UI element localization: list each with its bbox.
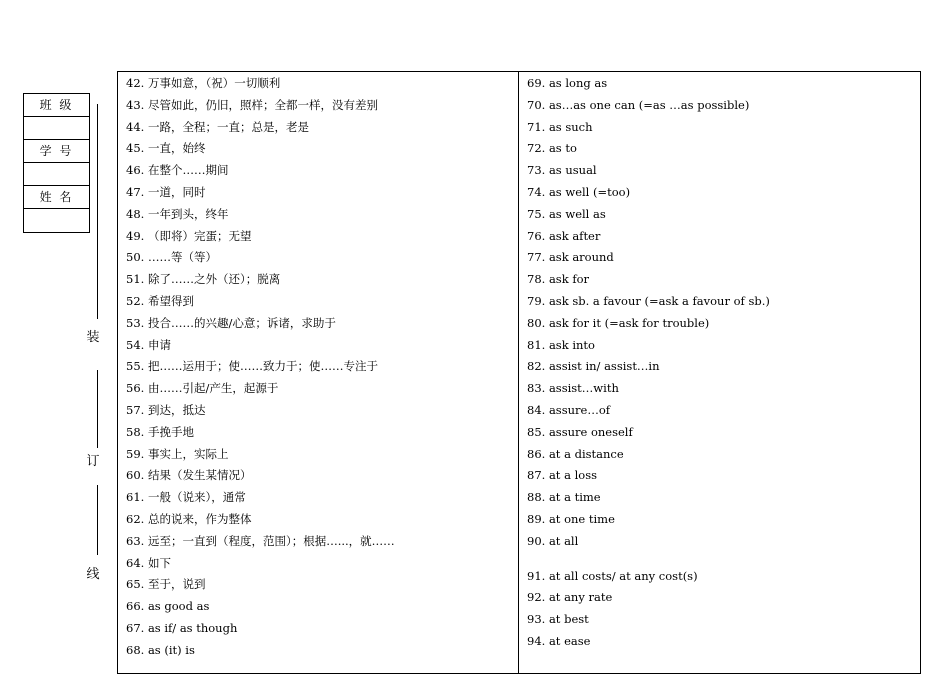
english-phrases-column (519, 72, 920, 673)
vocab-entry: 90. at all (527, 533, 579, 548)
vocab-entry: 44. 一路，全程；一直；总是，老是 (126, 119, 309, 134)
vocab-entry: 80. ask for it (=ask for trouble) (527, 315, 710, 330)
vocab-entry: 89. at one time (527, 511, 615, 526)
vocab-entry: 68. as (it) is (126, 642, 195, 657)
vocab-entry: 74. as well (=too) (527, 184, 631, 199)
name-field[interactable] (24, 209, 89, 232)
vocab-entry: 75. as well as (527, 206, 606, 221)
binding-char-xian: 线 (86, 567, 100, 582)
vocab-entry: 77. ask around (527, 250, 614, 265)
vocab-entry: 87. at a loss (527, 468, 597, 483)
vocab-entry: 61. 一般（说来），通常 (126, 490, 246, 505)
vocab-entry: 53. 投合……的兴趣/心意；诉诸，求助于 (126, 315, 336, 330)
vocab-entry: 64. 如下 (126, 555, 171, 570)
vocab-entry: 62. 总的说来，作为整体 (126, 511, 252, 526)
binding-char-zhuang: 装 (86, 330, 100, 345)
binding-line-bottom (97, 485, 98, 555)
binding-line-top (97, 104, 98, 319)
vocab-entry: 82. assist in/ assist…in (527, 359, 660, 374)
class-field[interactable] (24, 117, 89, 140)
vocab-entry: 67. as if/ as though (126, 620, 238, 635)
vocab-entry: 50. ……等（等） (126, 250, 217, 265)
chinese-meanings-column (118, 72, 519, 673)
vocab-entry: 84. assure…of (527, 402, 610, 417)
vocab-entry: 69. as long as (527, 76, 608, 90)
student-number-field[interactable] (24, 163, 89, 186)
vocab-entry: 59. 事实上，实际上 (126, 446, 229, 461)
english-phrases-group-2 (527, 569, 920, 656)
vocab-entry: 42. 万事如意，（祝）一切顺利 (126, 76, 281, 90)
vocab-entry: 57. 到达，抵达 (126, 402, 206, 417)
vocab-entry: 93. at best (527, 612, 589, 627)
vocab-entry: 54. 申请 (126, 337, 171, 352)
vocab-entry: 79. ask sb. a favour (=ask a favour of sb.) (527, 293, 770, 308)
vocab-entry: 45. 一直，始终 (126, 141, 206, 156)
vocab-entry: 88. at a time (527, 490, 601, 505)
vocab-entry: 47. 一道，同时 (126, 184, 206, 199)
vocab-entry: 56. 由……引起/产生，起源于 (126, 381, 279, 396)
vocab-entry: 94. at ease (527, 633, 591, 648)
name-label: 姓 名 (24, 186, 89, 209)
binding-char-ding: 订 (86, 454, 100, 469)
vocab-entry: 51. 除了……之外（还）；脱离 (126, 272, 281, 287)
vocab-entry: 71. as such (527, 119, 593, 134)
vocabulary-table (117, 71, 921, 674)
binding-line-middle (97, 370, 98, 448)
vocab-entry: 49. （即将）完蛋；无望 (126, 228, 252, 243)
vocab-entry: 46. 在整个……期间 (126, 163, 229, 178)
vocab-entry: 66. as good as (126, 599, 210, 614)
student-info-box (23, 93, 90, 233)
vocab-entry: 76. ask after (527, 228, 601, 243)
vocab-entry: 86. at a distance (527, 446, 624, 461)
vocab-entry: 78. ask for (527, 272, 590, 287)
vocab-entry: 55. 把……运用于；使……致力于；使……专注于 (126, 359, 378, 374)
vocab-entry: 52. 希望得到 (126, 293, 194, 308)
vocab-entry: 81. ask into (527, 337, 595, 352)
vocab-entry: 70. as…as one can (=as …as possible) (527, 97, 750, 112)
vocab-entry: 60. 结果（发生某情况） (126, 468, 252, 483)
vocab-entry: 92. at any rate (527, 590, 613, 605)
vocab-entry: 43. 尽管如此，仍旧，照样；全都一样，没有差别 (126, 97, 378, 112)
student-number-label: 学 号 (24, 140, 89, 163)
vocab-entry: 63. 远至；一直到（程度，范围）；根据…...，就…… (126, 533, 395, 548)
vocab-entry: 72. as to (527, 141, 577, 156)
vocab-entry: 73. as usual (527, 163, 597, 178)
vocab-entry: 58. 手挽手地 (126, 424, 194, 439)
english-phrases-group-1 (527, 76, 920, 556)
class-label: 班 级 (24, 94, 89, 117)
vocab-entry: 91. at all costs/ at any cost(s) (527, 568, 698, 583)
row-gap (527, 556, 920, 569)
vocab-entry: 65. 至于，说到 (126, 577, 206, 592)
vocab-entry: 85. assure oneself (527, 424, 633, 439)
vocab-entry: 48. 一年到头，终年 (126, 206, 229, 221)
vocab-entry: 83. assist…with (527, 381, 619, 396)
